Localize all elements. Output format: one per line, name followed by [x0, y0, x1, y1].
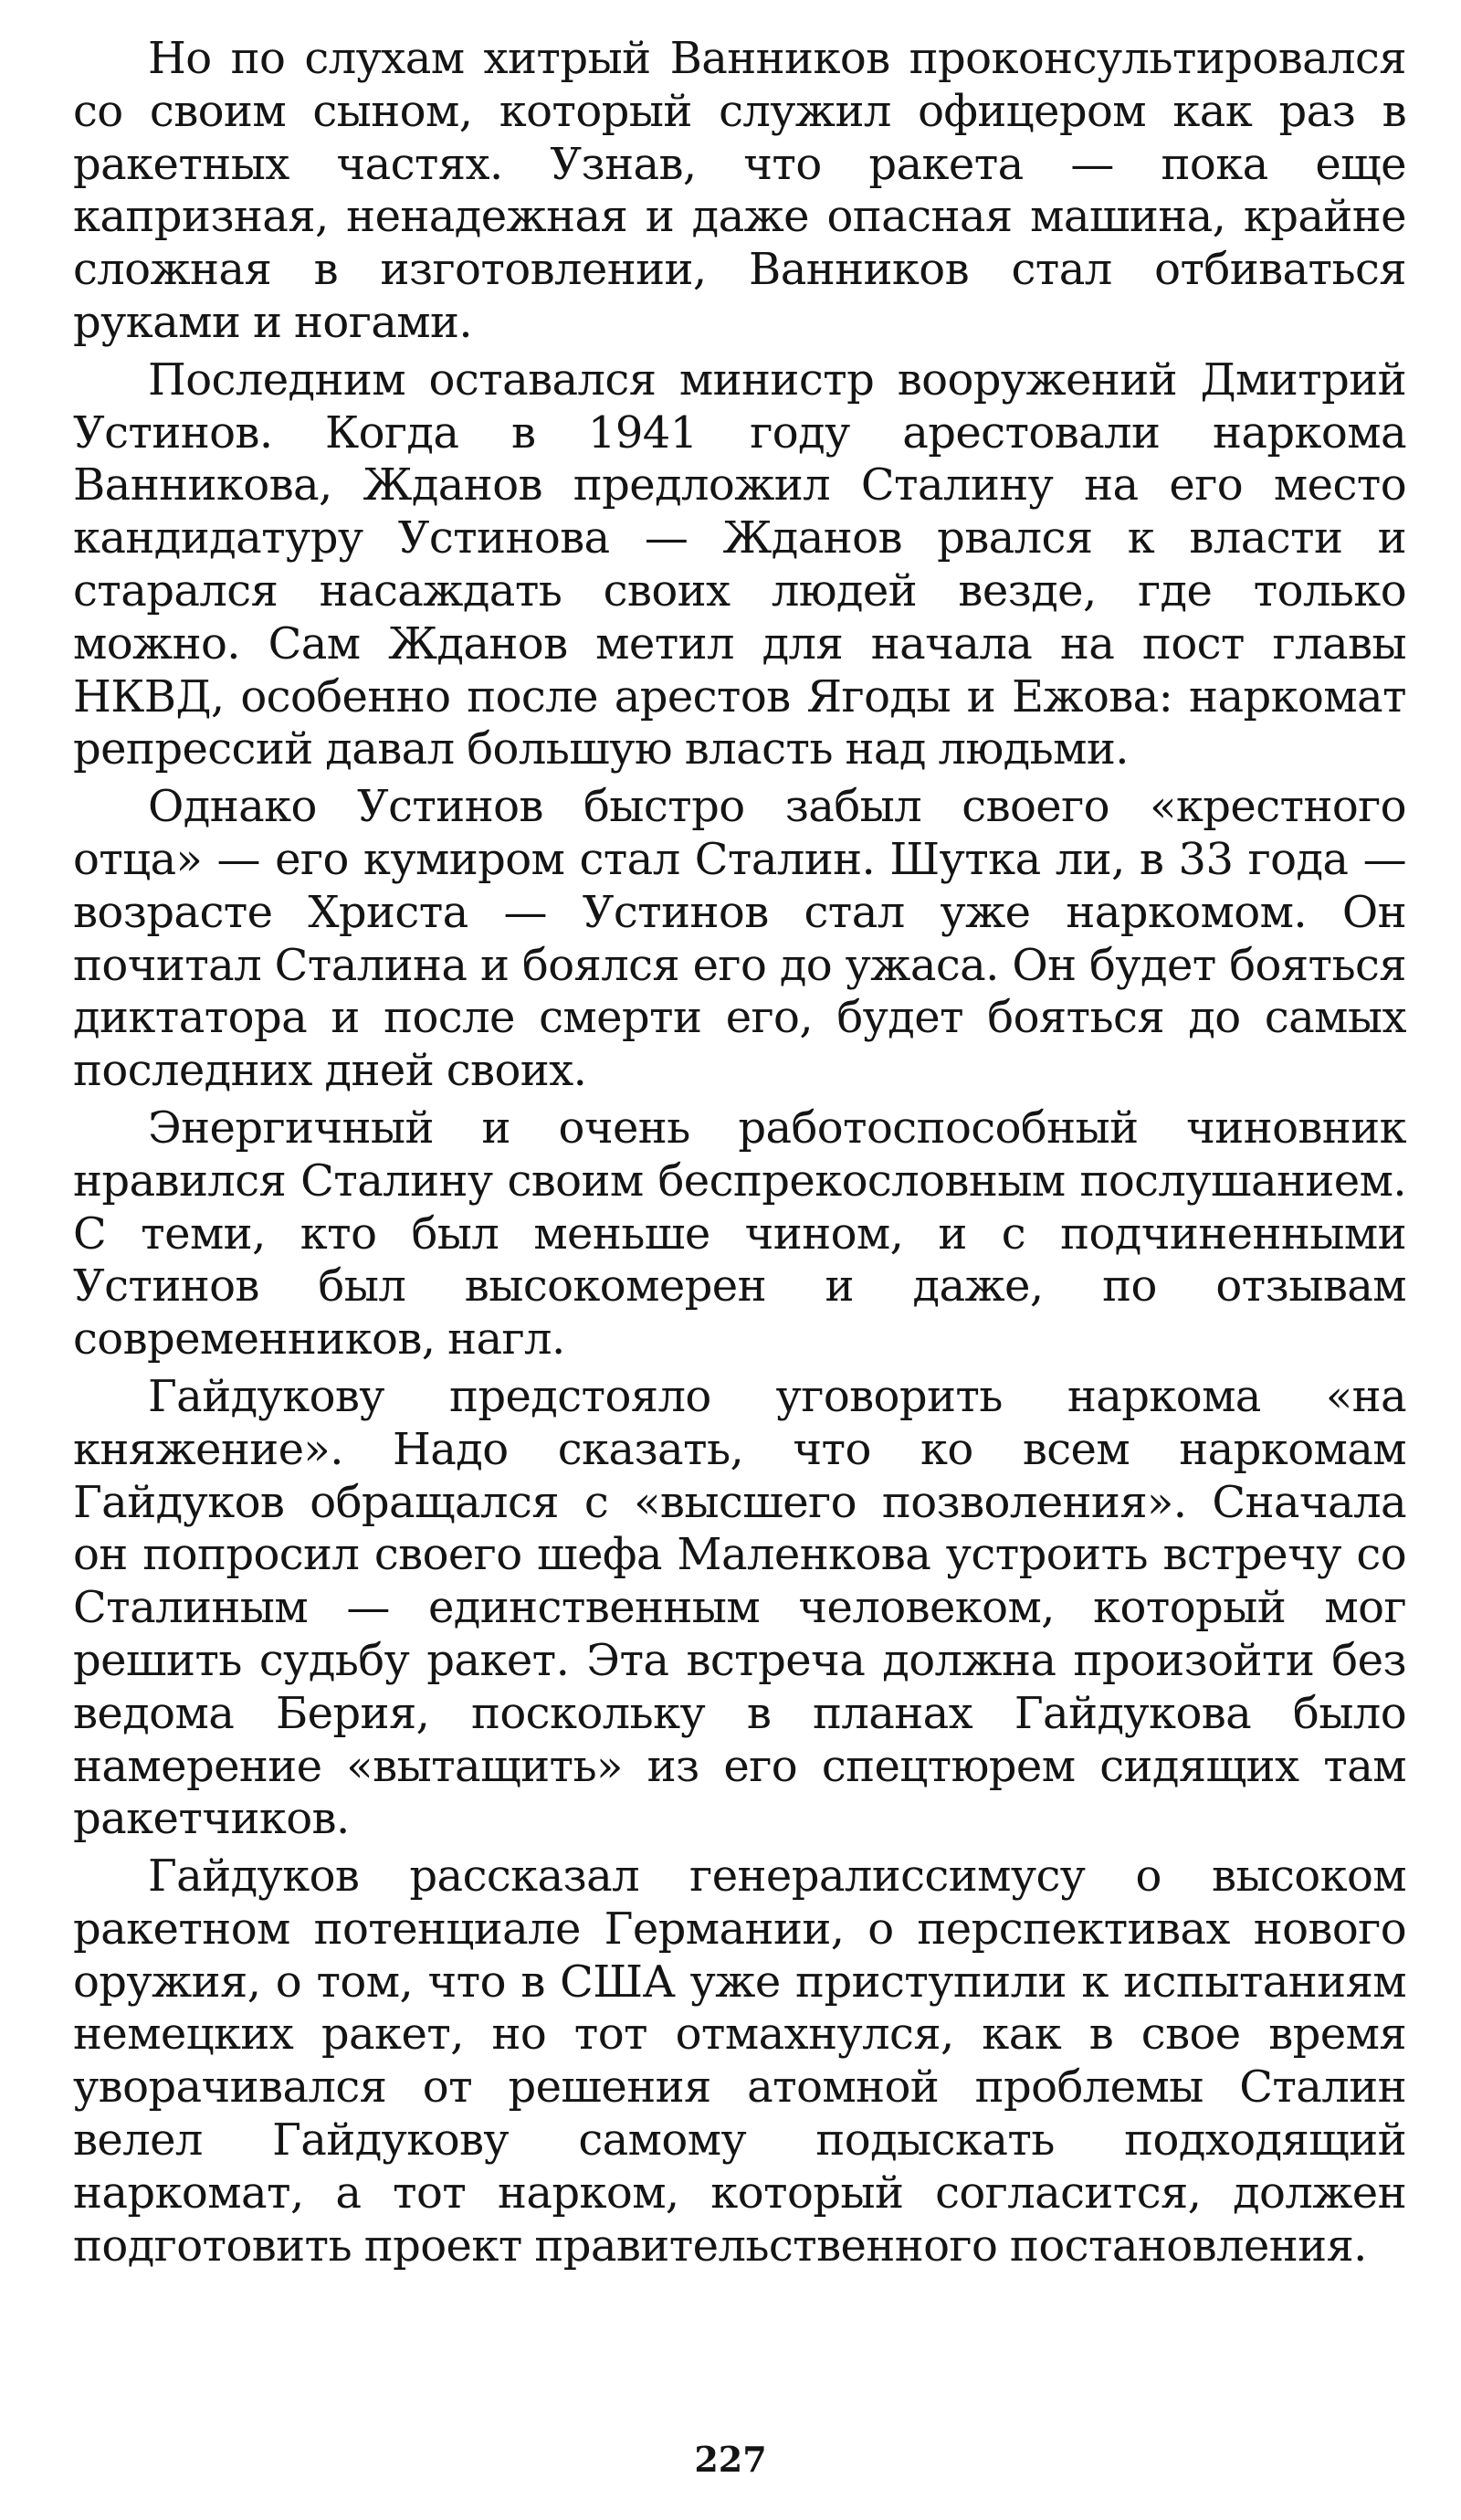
paragraph-5: Гайдукову предстояло уговорить наркома «на княжение». Надо сказать, что ко всем наркомам Гайдуков обращался с «высшего позволения». Сначала он попросил своего шефа Маленкова устроить встречу со Сталиным — единственным человеком, который мог решить судьбу ракет. Эта встреча должна произойти без ведома Берия, поскольку в планах Гайдукова было намерение «вытащить» из его спецтюрем сидящих там ракетчиков.	[73, 1370, 1406, 1845]
page-body	[73, 33, 1406, 2277]
page-number: 227	[694, 2439, 767, 2480]
paragraph-4: Энергичный и очень работоспособный чиновник нравился Сталину своим беспрекословным послушанием. С теми, кто был меньше чином, и с подчиненными Устинов был высокомерен и даже, по отзывам современников, нагл.	[73, 1102, 1406, 1365]
paragraph-6: Гайдуков рассказал генералиссимусу о высоком ракетном потенциале Германии, о перспективах нового оружия, о том, что в США уже приступили к испытаниям немецких ракет, но тот отмахнулся, как в свое время уворачивался от решения атомной проблемы Сталин велел Гайдукову самому подыскать подходящий наркомат, а тот нарком, который согласится, должен подготовить проект правительственного постановления.	[73, 1850, 1406, 2272]
paragraph-2: Последним оставался министр вооружений Дмитрий Устинов. Когда в 1941 году арестовали наркома Ванникова, Жданов предложил Сталину на его место кандидатуру Устинова — Жданов рвался к власти и старался насаждать своих людей везде, где только можно. Сам Жданов метил для начала на пост главы НКВД, особенно после арестов Ягоды и Ежова: наркомат репрессий давал большую власть над людьми.	[73, 353, 1406, 775]
paragraph-3: Однако Устинов быстро забыл своего «крестного отца» — его кумиром стал Сталин. Шутка ли, в 33 года — возрасте Христа — Устинов стал уже наркомом. Он почитал Сталина и боялся его до ужаса. Он будет бояться диктатора и после смерти его, будет бояться до самых последних дней своих.	[73, 781, 1406, 1097]
paragraph-1: Но по слухам хитрый Ванников проконсультировался со своим сыном, который служил офицером как раз в ракетных частях. Узнав, что ракета — пока еще капризная, ненадежная и даже опасная машина, крайне сложная в изготовлении, Ванников стал отбиваться руками и ногами.	[73, 33, 1406, 348]
